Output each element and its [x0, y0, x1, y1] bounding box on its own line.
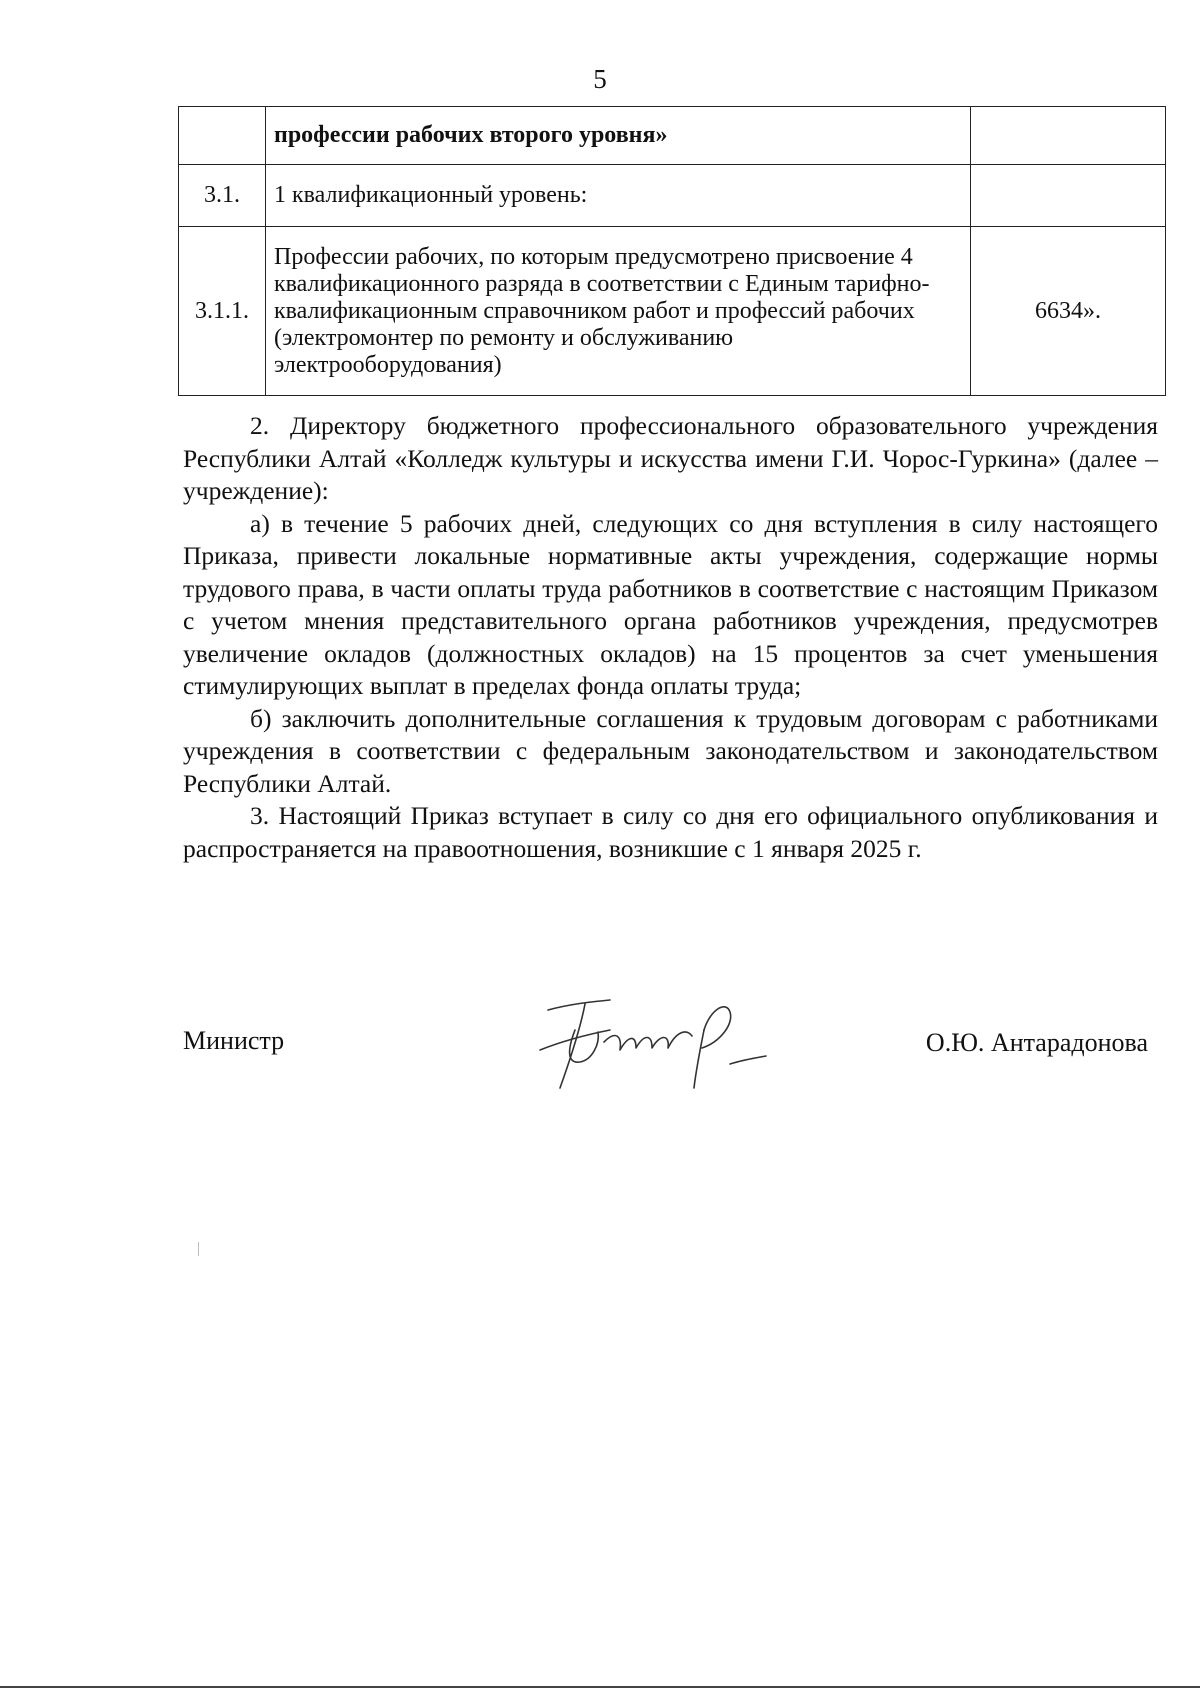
row-number: 3.1.1.: [179, 227, 266, 396]
row-value: 6634».: [971, 227, 1166, 396]
table-row: [179, 107, 1166, 165]
row-text: 1 квалификационный уровень:: [266, 165, 971, 227]
handwritten-signature: [530, 990, 790, 1090]
paragraph-2: 2. Директору бюджетного профессионального образовательного учреждения Республики Алтай «Колледж культуры и искусства имени Г.И. Чорос-Гуркина» (далее – учреждение):: [183, 411, 1158, 505]
table-row: [179, 227, 1166, 396]
paragraph-2b: б) заключить дополнительные соглашения к трудовым договорам с работниками учреждения в соответствии с федеральным законодательством и законодательством Республики Алтай.: [183, 703, 1158, 798]
row-number: [179, 107, 266, 165]
row-text: Профессии рабочих, по которым предусмотрено присвоение 4 квалификационного разряда в соответствии с Единым тарифно-квалификационным справочником работ и профессий рабочих (электромонтер по ремонту и обслуживанию электрооборудования): [266, 227, 971, 396]
page-number: 5: [593, 64, 607, 94]
paragraph-3: 3. Настоящий Приказ вступает в силу со дня его официального опубликования и распространяется на правоотношения, возникшие с 1 января 2025 г.: [183, 801, 1158, 863]
paragraph-2a: а) в течение 5 рабочих дней, следующих со дня вступления в силу настоящего Приказа, привести локальные нормативные акты учреждения, содержащие нормы трудового права, в части оплаты труда работников в соответствие с настоящим Приказом с учетом мнения представительного органа работников учреждения, предусмотрев увеличение окладов (должностных окладов) на 15 процентов за счет уменьшения стимулирующих выплат в пределах фонда оплаты труда;: [183, 508, 1158, 700]
row-number: 3.1.: [179, 165, 266, 227]
signatory-title: Министр: [183, 1026, 285, 1055]
scan-speck: [198, 1242, 199, 1256]
bottom-edge-line: [0, 1686, 1200, 1688]
row-text: профессии рабочих второго уровня»: [266, 107, 971, 165]
row-value: [971, 165, 1166, 227]
signature-strokes: [540, 1000, 766, 1088]
qualification-table: [178, 106, 1166, 396]
signatory-name: О.Ю. Антарадонова: [925, 1028, 1148, 1057]
order-body: [183, 410, 1158, 865]
row-value: [971, 107, 1166, 165]
table-row: [179, 165, 1166, 227]
